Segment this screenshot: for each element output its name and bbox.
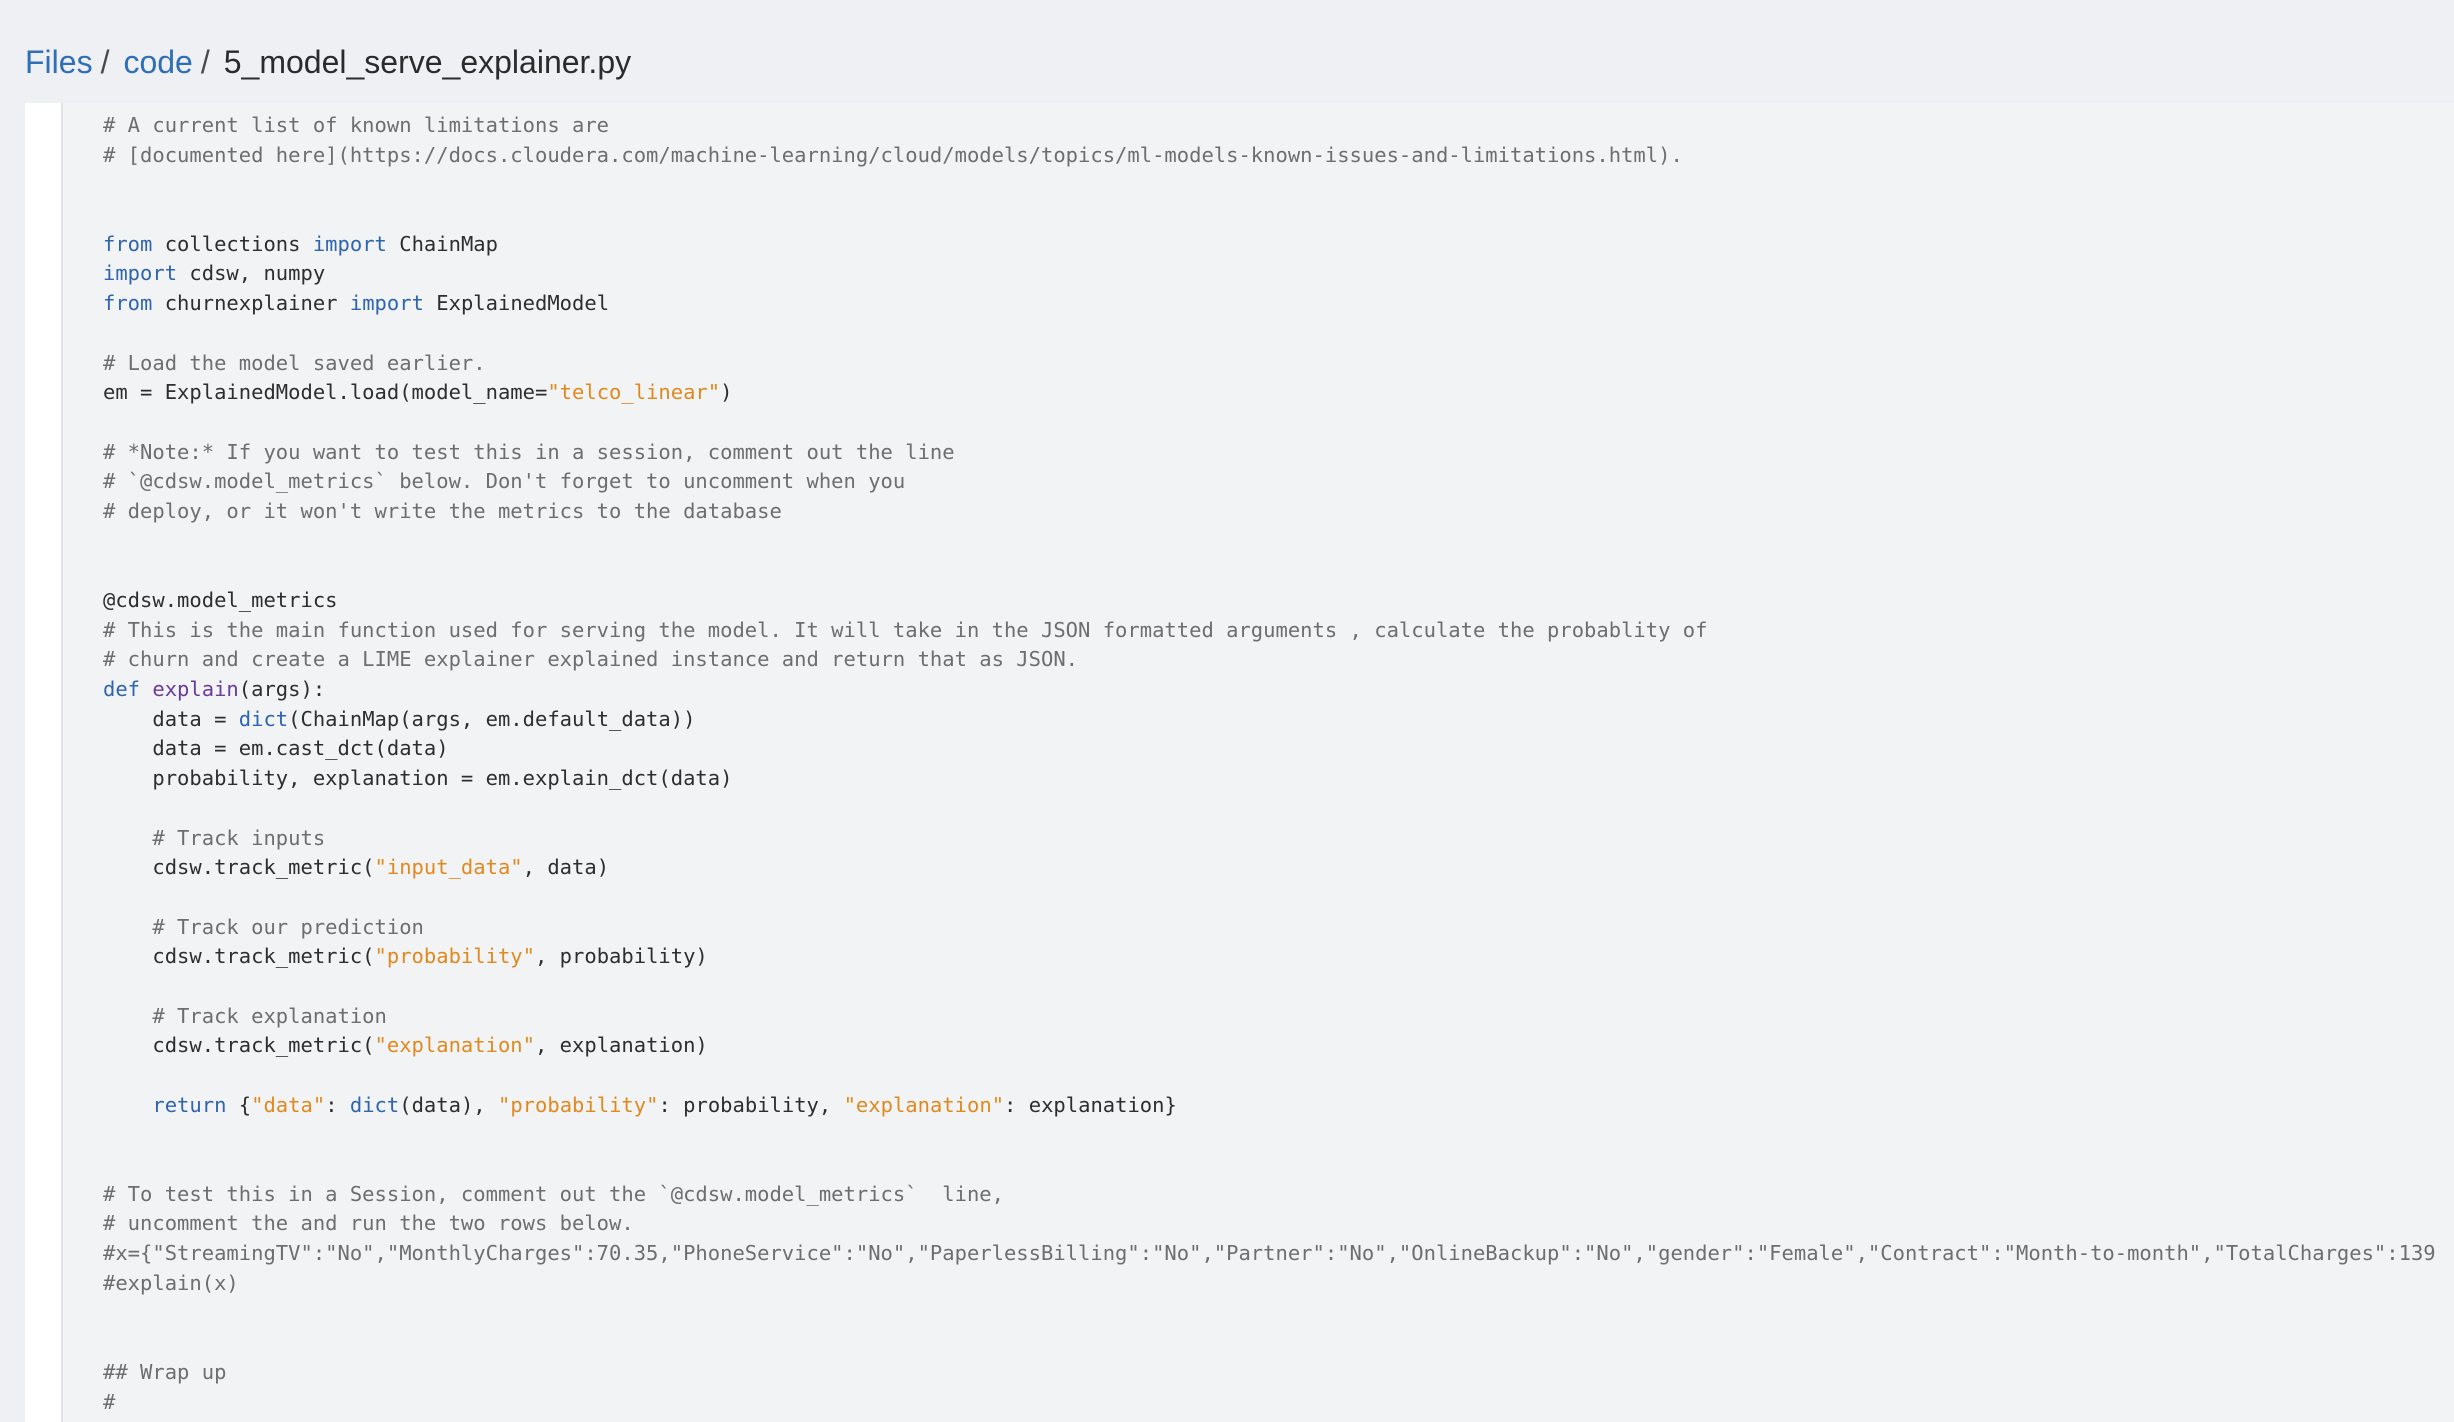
code-line bbox=[103, 942, 2436, 972]
comment-token: #explain(x) bbox=[103, 1270, 239, 1295]
code-line bbox=[103, 1328, 2436, 1358]
comment-token: #x={"StreamingTV":"No","MonthlyCharges":70.35,"PhoneService":"No","PaperlessBilling":"No","Partner":"No","OnlineBackup":"No","gender":"Female","Contract":"Month-to-month","TotalCharges":139 bbox=[103, 1241, 2436, 1266]
code-line bbox=[103, 319, 2436, 349]
string-token: "explanation" bbox=[374, 1033, 535, 1058]
comment-token: # This is the main function used for serving the model. It will take in the JSON formatted arguments , calculate the probablity of bbox=[103, 617, 1708, 642]
code-text-token: : explanation} bbox=[1004, 1092, 1177, 1117]
keyword-token: import bbox=[349, 291, 424, 316]
code-text-token: data = bbox=[103, 706, 239, 731]
code-text-token: : bbox=[325, 1092, 350, 1117]
keyword-token: dict bbox=[349, 1092, 400, 1117]
code-text-token: cdsw.track_metric( bbox=[103, 944, 375, 969]
code-line bbox=[103, 1239, 2436, 1269]
string-token: "telco_linear" bbox=[547, 380, 721, 405]
code-text-token: collections bbox=[152, 231, 313, 256]
keyword-token: def bbox=[103, 677, 141, 702]
comment-token: # To test this in a Session, comment out the `@cdsw.model_metrics` line, bbox=[103, 1181, 1004, 1206]
code-line bbox=[103, 1358, 2436, 1388]
string-token: "input_data" bbox=[374, 855, 523, 880]
comment-token: # deploy, or it won't write the metrics to the database bbox=[103, 498, 782, 523]
breadcrumb-separator: / bbox=[100, 43, 110, 80]
comment-token: # Load the model saved earlier. bbox=[103, 350, 486, 375]
code-line bbox=[103, 230, 2436, 260]
code-viewer[interactable] bbox=[25, 103, 2454, 1422]
code-line bbox=[103, 734, 2436, 764]
comment-token: # [documented here](https://docs.cloudera.com/machine-learning/cloud/models/topics/ml-models-known-issues-and-limitations.html). bbox=[103, 142, 1683, 167]
comment-token: ## Wrap up bbox=[103, 1359, 227, 1384]
decorator-token: @cdsw.model_metrics bbox=[103, 588, 338, 612]
comment-token: # A current list of known limitations are bbox=[103, 113, 610, 137]
breadcrumb bbox=[25, 38, 631, 86]
code-text-token: { bbox=[226, 1092, 252, 1117]
code-line bbox=[103, 1299, 2436, 1329]
comment-token: # bbox=[103, 1389, 116, 1414]
code-line bbox=[103, 259, 2436, 289]
code-text-token: cdsw.track_metric( bbox=[103, 855, 375, 880]
code-line bbox=[103, 675, 2436, 705]
code-text-token: em = ExplainedModel.load(model_name= bbox=[103, 380, 548, 405]
code-line bbox=[103, 1209, 2436, 1239]
keyword-token: return bbox=[152, 1092, 227, 1117]
code-line bbox=[103, 467, 2436, 497]
code-line bbox=[103, 824, 2436, 854]
code-text-token: ChainMap bbox=[386, 231, 498, 256]
code-text-token: cdsw, numpy bbox=[177, 261, 326, 286]
code-text-token: cdsw.track_metric( bbox=[103, 1033, 375, 1058]
code-line bbox=[103, 289, 2436, 319]
code-text-token bbox=[103, 1093, 152, 1117]
code-line bbox=[103, 349, 2436, 379]
keyword-token: import bbox=[103, 261, 178, 286]
code-text-token: probability, explanation = em.explain_dct(data) bbox=[103, 766, 733, 791]
code-text-token: ExplainedModel bbox=[423, 291, 610, 316]
code-line bbox=[103, 527, 2436, 557]
code-line bbox=[103, 1150, 2436, 1180]
code-text-token: (args): bbox=[238, 677, 326, 702]
keyword-token: import bbox=[312, 231, 387, 256]
line-gutter bbox=[25, 103, 63, 1422]
comment-token: # uncomment the and run the two rows below. bbox=[103, 1211, 634, 1236]
comment-token: # Track inputs bbox=[103, 825, 326, 850]
code-line bbox=[103, 883, 2436, 913]
comment-token: # Track explanation bbox=[103, 1003, 387, 1028]
code-line bbox=[103, 913, 2436, 943]
comment-token: # *Note:* If you want to test this in a session, comment out the line bbox=[103, 439, 955, 464]
code-text-token: , explanation) bbox=[534, 1033, 708, 1058]
code-line bbox=[103, 170, 2436, 200]
code-text-token: (data), bbox=[399, 1092, 498, 1117]
comment-token: # churn and create a LIME explainer explained instance and return that as JSON. bbox=[103, 647, 1079, 672]
keyword-token: from bbox=[103, 231, 153, 256]
code-line bbox=[103, 408, 2436, 438]
code-line bbox=[103, 1269, 2436, 1299]
code-line bbox=[103, 972, 2436, 1002]
code-text-token: (ChainMap(args, em.default_data)) bbox=[288, 706, 696, 731]
code-line bbox=[103, 556, 2436, 586]
breadcrumb-current-file: 5_model_serve_explainer.py bbox=[223, 43, 632, 80]
code-line bbox=[103, 616, 2436, 646]
code-line bbox=[103, 111, 2436, 141]
code-line bbox=[103, 794, 2436, 824]
string-token: "data" bbox=[251, 1092, 326, 1117]
code-line bbox=[103, 764, 2436, 794]
keyword-token: dict bbox=[238, 706, 289, 731]
breadcrumb-code-link[interactable]: code bbox=[123, 43, 193, 80]
keyword-token: from bbox=[103, 291, 153, 316]
comment-token: # Track our prediction bbox=[103, 914, 424, 939]
code-line bbox=[103, 586, 2436, 616]
code-line bbox=[103, 853, 2436, 883]
code-line bbox=[103, 1031, 2436, 1061]
code-line bbox=[103, 1180, 2436, 1210]
breadcrumb-separator: / bbox=[200, 43, 210, 80]
string-token: "probability" bbox=[498, 1092, 659, 1117]
code-line bbox=[103, 200, 2436, 230]
code-line bbox=[103, 378, 2436, 408]
code-line bbox=[103, 1120, 2436, 1150]
comment-token: # `@cdsw.model_metrics` below. Don't forget to uncomment when you bbox=[103, 469, 906, 494]
code-content[interactable] bbox=[103, 111, 2436, 1417]
code-text-token: : probability, bbox=[658, 1092, 844, 1117]
code-line bbox=[103, 705, 2436, 735]
code-text-token: ) bbox=[720, 380, 733, 405]
code-text-token: churnexplainer bbox=[152, 291, 350, 316]
code-line bbox=[103, 141, 2436, 171]
code-line bbox=[103, 1388, 2436, 1418]
code-line bbox=[103, 1002, 2436, 1032]
string-token: "explanation" bbox=[843, 1092, 1005, 1117]
breadcrumb-files-link[interactable]: Files bbox=[25, 43, 93, 80]
code-line bbox=[103, 497, 2436, 527]
function-name-token: explain bbox=[152, 677, 239, 702]
code-text-token: , data) bbox=[522, 855, 610, 880]
code-text-token bbox=[140, 677, 152, 701]
code-text-token: , probability) bbox=[534, 944, 708, 969]
string-token: "probability" bbox=[374, 944, 535, 969]
code-line bbox=[103, 438, 2436, 468]
code-line bbox=[103, 1091, 2436, 1121]
code-text-token: data = em.cast_dct(data) bbox=[103, 736, 449, 761]
code-line bbox=[103, 1061, 2436, 1091]
code-line bbox=[103, 645, 2436, 675]
